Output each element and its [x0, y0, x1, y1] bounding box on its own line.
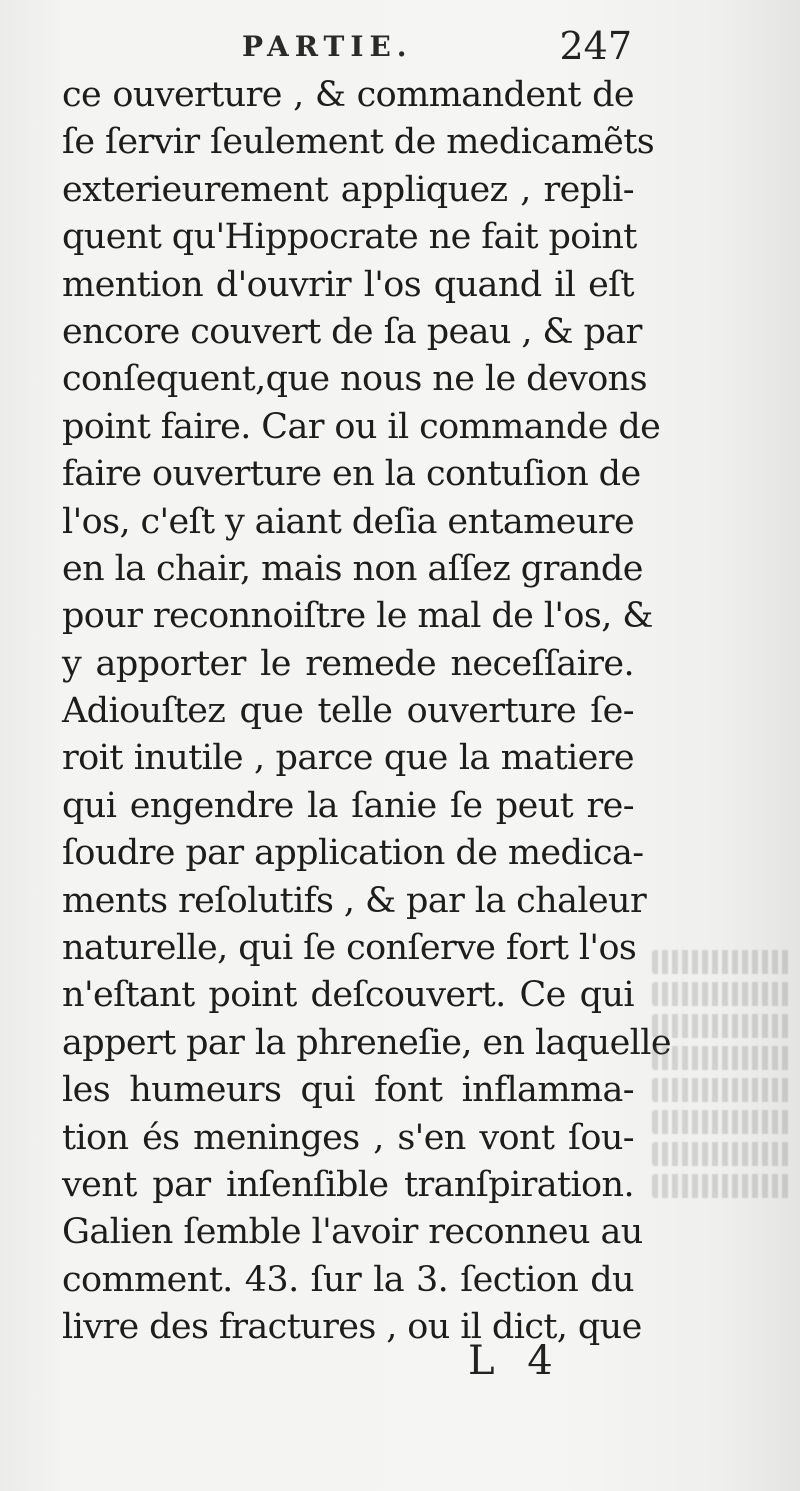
text-line: point faire. Car ou il commande de — [62, 406, 661, 447]
text-line: ſe ſervir ſeulement de medicamẽts — [62, 122, 655, 163]
text-line: appert par la phreneſie, en laquelle — [62, 1022, 671, 1063]
text-line: quent qu'Hippocrate ne fait point — [62, 217, 637, 258]
bleed-through-marks — [652, 950, 792, 1250]
text-line: exterieurement appliquez , repli- — [62, 169, 634, 210]
text-line: conſequent,que nous ne le devons — [62, 359, 647, 400]
text-line: faire ouverture en la contuſion de — [62, 454, 641, 495]
text-line: ments reſolutifs , & par la chaleur — [62, 880, 647, 921]
text-line: l'os, c'eſt y aiant deſia entameure — [62, 501, 635, 542]
body-text — [62, 72, 671, 1352]
signature-mark: L 4 — [468, 1338, 563, 1384]
page-header — [62, 24, 632, 72]
text-line: n'eſtant point deſcouvert. Ce qui — [62, 975, 634, 1016]
text-line: comment. 43. ſur la 3. ſection du — [62, 1259, 634, 1300]
text-line: mention d'ouvrir l'os quand il eſt — [62, 264, 634, 305]
page-number: 247 — [559, 24, 632, 68]
text-line: ſoudre par application de medica- — [62, 833, 644, 874]
text-line: pour reconnoiſtre le mal de l'os, & — [62, 596, 653, 637]
text-line: ce ouverture , & commandent de — [62, 75, 634, 115]
text-line: les humeurs qui font inflamma- — [62, 1070, 634, 1111]
text-line: tion és meninges , s'en vont ſou- — [62, 1117, 634, 1158]
text-line: livre des fractures , ou il dict, que — [62, 1307, 642, 1348]
text-line: naturelle, qui ſe conſerve fort l'os — [62, 928, 637, 969]
text-line: vent par inſenſible tranſpiration. — [62, 1164, 634, 1205]
text-line: Galien ſemble l'avoir reconneu au — [62, 1212, 643, 1253]
text-line: qui engendre la ſanie ſe peut re- — [62, 785, 634, 826]
running-head: PARTIE. — [242, 30, 413, 63]
text-line: en la chair, mais non aſſez grande — [62, 548, 643, 589]
text-line: y apporter le remede neceſſaire. — [62, 643, 634, 684]
text-line: roit inutile , parce que la matiere — [62, 738, 634, 779]
text-line: encore couvert de ſa peau , & par — [62, 311, 642, 352]
text-line: Adiouſtez que telle ouverture ſe- — [62, 691, 634, 732]
